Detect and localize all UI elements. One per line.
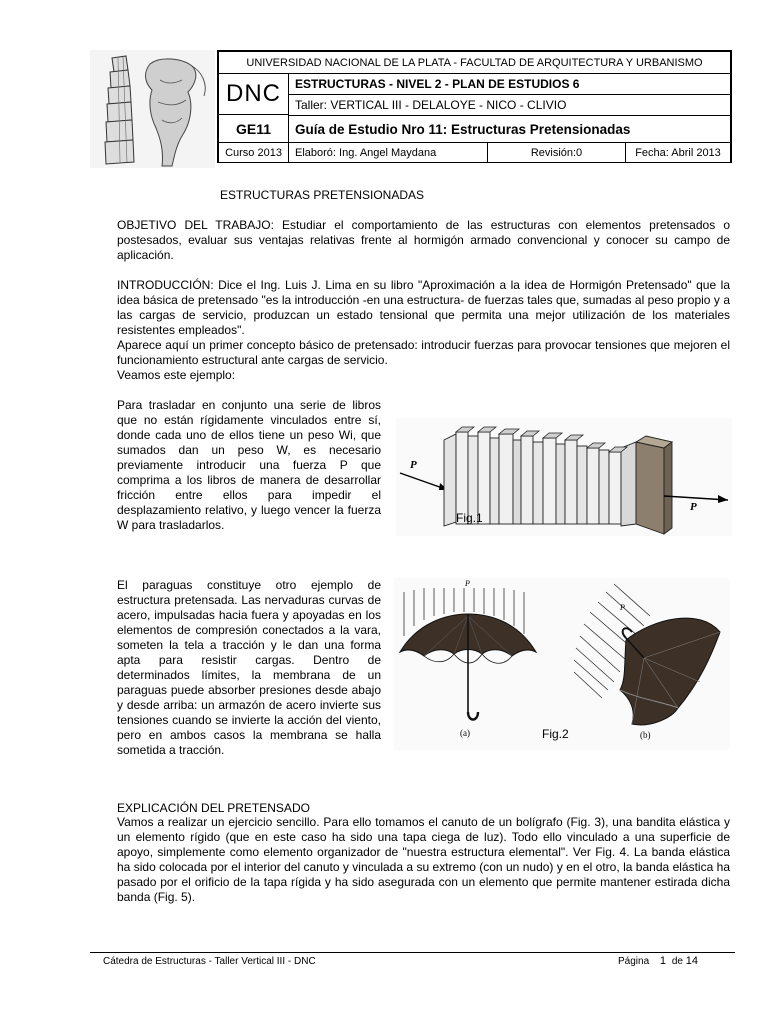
course-year: Curso 2013 bbox=[225, 146, 282, 159]
university-name: UNIVERSIDAD NACIONAL DE LA PLATA - FACULTAD DE ARQUITECTURA Y URBANISMO bbox=[246, 56, 703, 69]
revision: Revisión:0 bbox=[530, 146, 583, 159]
guide-code: GE11 bbox=[235, 120, 272, 137]
course-year-cell bbox=[218, 142, 289, 163]
page-label: Página bbox=[618, 956, 650, 967]
objective-paragraph: OBJETIVO DEL TRABAJO: Estudiar el comportamiento de las estructuras con elementos pretensados o postesados, evaluar sus ventajas relativas frente al hormigón armado convencional y conocer su campo de aplicación. bbox=[117, 218, 730, 262]
logo-sketch bbox=[90, 50, 215, 168]
author-cell bbox=[288, 142, 488, 163]
header-table bbox=[217, 50, 732, 163]
umbrella-paragraph: El paraguas constituye otro ejemplo de estructura pretensada. Las nervaduras curvas de acero, impulsadas hacia fuera y apoyadas en los elementos de compresión conectados a la vara, someten la tela a tracción y le dan una forma apta para resistir cargas. Dentro de determinados límites, la membrana de un paraguas puede absorber presiones desde abajo y desde arriba: un armazón de acero invierte sus tensiones cuando se invierte la acción del viento, pero en ambos casos la membrana se halla sometida a tracción. bbox=[117, 578, 381, 757]
date: Fecha: Abril 2013 bbox=[635, 146, 721, 159]
fig2-label-b: (b) bbox=[640, 730, 651, 740]
workshop: Taller: VERTICAL III - DELALOYE - NICO - CLIVIO bbox=[295, 98, 567, 112]
intro-paragraph: INTRODUCCIÓN: Dice el Ing. Luis J. Lima en su libro "Aproximación a la idea de Hormigón Pretensado" que la idea básica de pretensado "es la introducción -en una estructura- de fuerzas tales que, sumadas al peso propio y a las cargas de servicio, produzcan un estado tensional que permita una mejor utilización de los materiales resistentes empleados". bbox=[117, 278, 730, 337]
explain-title: EXPLICACIÓN DEL PRETENSADO bbox=[117, 801, 310, 815]
intro-paragraph-2: Aparece aquí un primer concepto básico de pretensado: introducir fuerzas para provocar tensiones que mejoren el funcionamiento estructural ante cargas de servicio. bbox=[117, 338, 730, 367]
books-paragraph: Para trasladar en conjunto una serie de libros que no están rígidamente vinculados entre sí, donde cada uno de ellos tiene un peso Wi, que sumados dan un peso W, es necesario previamente introducir una fuerza P que comprima a los libros de manera de desarrollar fricción entre ellos para impedir el desplazamiento relativo, y luego vencer la fuerza W para trasladarlos. bbox=[117, 398, 381, 532]
guide-cell bbox=[288, 115, 731, 143]
footer-page bbox=[618, 955, 698, 967]
course-title: ESTRUCTURAS - NIVEL 2 - PLAN DE ESTUDIOS 6 bbox=[295, 77, 580, 91]
page-number: 1 bbox=[659, 955, 667, 967]
figure-1-books bbox=[396, 418, 732, 536]
course-title-cell bbox=[288, 73, 731, 95]
fig1-p-left: P bbox=[410, 459, 417, 471]
footer-left: Cátedra de Estructuras - Taller Vertical III - DNC bbox=[103, 956, 316, 967]
doc-title: ESTRUCTURAS PRETENSIONADAS bbox=[220, 188, 425, 202]
page-total: 14 bbox=[685, 955, 698, 967]
dnc-cell bbox=[218, 73, 289, 115]
guide-title: Guía de Estudio Nro 11: Estructuras Pretensionadas bbox=[295, 121, 631, 137]
author: Elaboró: Ing. Angel Maydana bbox=[295, 146, 437, 159]
footer-divider bbox=[90, 952, 735, 953]
explain-paragraph: Vamos a realizar un ejercicio sencillo. Para ello tomamos el canuto de un bolígrafo (Fig. 3), una bandita elástica y un elemento rígido (que en este caso ha sido una tapa ciega de luz). Todo ello vinculado a una superficie de apoyo, simplemente como elemento organizador de "nuestra estructura elemental". Ver Fig. 4. La banda elástica ha sido colocada por el interior del canuto y vinculada a su extremo (con un nudo) y en el otro, la banda elástica ha pasado por el orificio de la tapa rígida y ha sido asegurada con un elemento que permite mantener estirada dicha banda (Fig. 5). bbox=[117, 815, 730, 904]
workshop-cell bbox=[288, 94, 731, 116]
fig2-label: Fig.2 bbox=[542, 727, 569, 741]
code-cell bbox=[218, 114, 289, 143]
date-cell bbox=[625, 142, 731, 163]
intro-paragraph-3: Veamos este ejemplo: bbox=[117, 368, 236, 382]
revision-cell bbox=[487, 142, 626, 163]
dnc-label: DNC bbox=[226, 80, 281, 107]
figure-2-umbrellas bbox=[394, 578, 730, 750]
fig2-label-a: (a) bbox=[460, 728, 470, 738]
intro-block bbox=[117, 278, 730, 383]
fig1-p-right: P bbox=[690, 501, 697, 513]
fig1-label: Fig.1 bbox=[456, 511, 483, 525]
university-cell bbox=[218, 51, 731, 74]
fig2-p-a: P bbox=[465, 579, 470, 588]
page-of: de bbox=[671, 956, 683, 967]
fig2-p-b: P bbox=[620, 603, 625, 612]
